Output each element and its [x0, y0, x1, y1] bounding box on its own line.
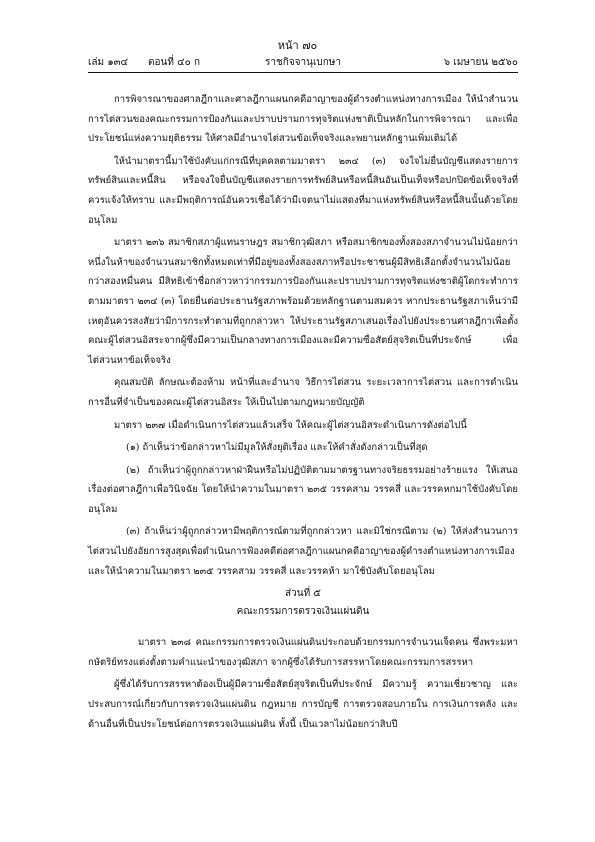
- section-236: มาตรา ๒๓๖ สมาชิกสภาผู้แทนราษฎร สมาชิกวุฒิสภา หรือสมาชิกของทั้งสองสภาจำนวนไม่น้อยกว่าหนึ่งในห้าของจำนวนสมาชิกทั้งหมดเท่าที่มีอยู่ของทั้งสองสภาหรือประชาชนผู้มีสิทธิเลือกตั้งจำนวนไม่น้อยกว่าสองหมื่นคน มีสิทธิเข้าชื่อกล่าวหาว่ากรรมการป้องกันและปราบปรามการทุจริตแห่งชาติผู้ใดกระทำการตามมาตรา ๒๓๔ (๓) โดยยื่นต่อประธานรัฐสภาพร้อมด้วยหลักฐานตามสมควร หากประธานรัฐสภาเห็นว่ามีเหตุอันควรสงสัยว่ามีการกระทำตามที่ถูกกล่าวหา ให้ประธานรัฐสภาเสนอเรื่องไปยังประธานศาลฎีกาเพื่อตั้งคณะผู้ไต่สวนอิสระจากผู้ซึ่งมีความเป็นกลางทางการเมืองและมีความซื่อสัตย์สุจริตเป็นที่ประจักษ์ เพื่อไต่สวนหาข้อเท็จจริง: [88, 237, 518, 366]
- section-238: มาตรา ๒๓๘ คณะกรรมการตรวจเงินแผ่นดินประกอบด้วยกรรมการจำนวนเจ็ดคน ซึ่งพระมหากษัตริย์ทรงแต่งตั้งตามคำแนะนำของวุฒิสภา จากผู้ซึ่งได้รับการสรรหาโดยคณะกรรมการสรรหา: [88, 637, 518, 668]
- page-number: หน้า ๗๐: [277, 39, 318, 52]
- issue-label: ตอนที่ ๔๐ ก: [148, 57, 201, 68]
- header-divider: [88, 72, 518, 73]
- volume-label: เล่ม ๑๓๔: [88, 57, 129, 68]
- document-body: [88, 90, 518, 737]
- paragraph: ผู้ซึ่งได้รับการสรรหาต้องเป็นผู้มีความซื่อสัตย์สุจริตเป็นที่ประจักษ์ มีความรู้ ความเชี่ยวชาญ และประสบการณ์เกี่ยวกับการตรวจเงินแผ่นดิน กฎหมาย การบัญชี การตรวจสอบภายใน การเงินการคลัง และด้านอื่นที่เป็นประโยชน์ต่อการตรวจเงินแผ่นดิน ทั้งนี้ เป็นเวลาไม่น้อยกว่าสิบปี: [88, 679, 518, 730]
- part-name: คณะกรรมการตรวจเงินแผ่นดิน: [236, 606, 370, 618]
- paragraph: ให้นำมาตรานี้มาใช้บังคับแก่กรณีที่บุคคลตามมาตรา ๒๓๔ (๓) จงใจไม่ยื่นบัญชีแสดงรายการทรัพย์สินและหนี้สิน หรือจงใจยื่นบัญชีแสดงรายการทรัพย์สินหรือหนี้สินอันเป็นเท็จหรือปกปิดข้อเท็จจริงที่ควรแจ้งให้ทราบ และมีพฤติการณ์อันควรเชื่อได้ว่ามีเจตนาไม่แสดงที่มาแห่งทรัพย์สินหรือหนี้สินนั้นด้วยโดยอนุโลม: [88, 155, 518, 226]
- paragraph: การพิจารณาของศาลฎีกาและศาลฎีกาแผนกคดีอาญาของผู้ดำรงตำแหน่งทางการเมือง ให้นำสำนวนการไต่สวนของคณะกรรมการป้องกันและปราบปรามการทุจริตแห่งชาติเป็นหลักในการพิจารณา และเพื่อประโยชน์แห่งความยุติธรรม ให้ศาลมีอำนาจไต่สวนข้อเท็จจริงและพยานหลักฐานเพิ่มเติมได้: [88, 94, 518, 145]
- part-title: ส่วนที่ ๕: [285, 588, 321, 600]
- date-label: ๖ เมษายน ๒๕๖๐: [443, 57, 518, 68]
- list-item: (๑) ถ้าเห็นว่าข้อกล่าวหาไม่มีมูลให้สั่งยุติเรื่อง และให้คำสั่งดังกล่าวเป็นที่สุด: [126, 442, 428, 454]
- list-item: (๓) ถ้าเห็นว่าผู้ถูกกล่าวหามีพฤติการณ์ตามที่ถูกกล่าวหา และมิใช่กรณีตาม (๒) ให้ส่งสำนวนการไต่สวนไปยังอัยการสูงสุดเพื่อดำเนินการฟ้องคดีต่อศาลฎีกาแผนกคดีอาญาของผู้ดำรงตำแหน่งทางการเมือง และให้นำความในมาตรา ๒๓๕ วรรคสาม วรรคสี่ และวรรคห้า มาใช้บังคับโดยอนุโลม: [88, 526, 518, 577]
- gazette-name: ราชกิจจานุเบกษา: [264, 57, 342, 68]
- gazette-header: [88, 55, 518, 71]
- section-237: มาตรา ๒๓๗ เมื่อดำเนินการไต่สวนแล้วเสร็จ ให้คณะผู้ไต่สวนอิสระดำเนินการดังต่อไปนี้: [114, 419, 467, 431]
- list-item: (๒) ถ้าเห็นว่าผู้ถูกกล่าวหาฝ่าฝืนหรือไม่ปฏิบัติตามมาตรฐานทางจริยธรรมอย่างร้ายแรง ให้เสนอเรื่องต่อศาลฎีกาเพื่อวินิจฉัย โดยให้นำความในมาตรา ๒๓๕ วรรคสาม วรรคสี่ และวรรคหกมาใช้บังคับโดยอนุโลม: [88, 464, 518, 515]
- paragraph: คุณสมบัติ ลักษณะต้องห้าม หน้าที่และอำนาจ วิธีการไต่สวน ระยะเวลาการไต่สวน และการดำเนินการอื่นที่จำเป็นของคณะผู้ไต่สวนอิสระ ให้เป็นไปตามกฎหมายบัญญัติ: [88, 377, 518, 408]
